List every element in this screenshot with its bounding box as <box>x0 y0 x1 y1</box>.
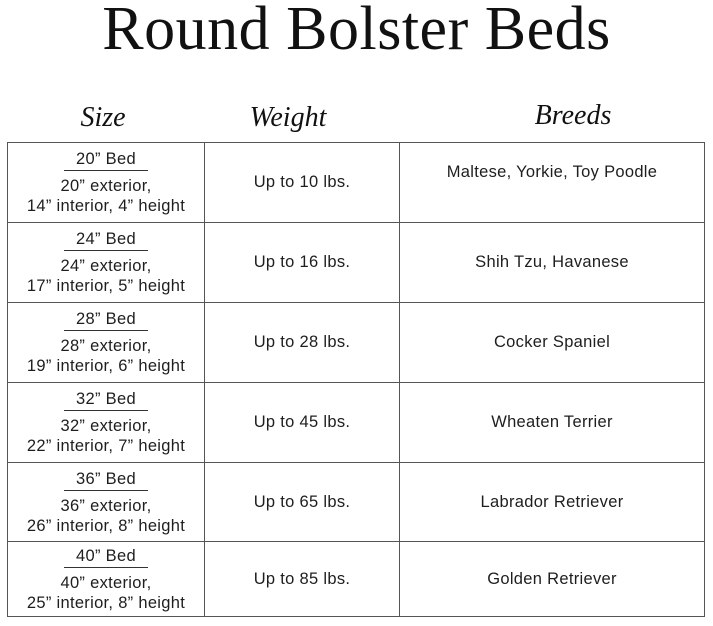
size-cell <box>8 463 205 542</box>
bed-size-label: 28” Bed <box>64 309 148 331</box>
breeds-cell: Labrador Retriever <box>400 463 705 542</box>
size-cell <box>8 223 205 303</box>
breeds-cell: Shih Tzu, Havanese <box>400 223 705 303</box>
bed-exterior: 40” exterior, <box>60 573 152 592</box>
bed-interior-height: 22” interior, 7” height <box>26 437 186 455</box>
weight-cell: Up to 45 lbs. <box>205 383 400 463</box>
breeds-cell: Maltese, Yorkie, Toy Poodle <box>400 143 705 223</box>
bed-interior-height: 19” interior, 6” height <box>26 357 186 375</box>
table-row <box>8 223 705 303</box>
bed-size-label: 40” Bed <box>64 546 148 568</box>
size-cell <box>8 542 205 617</box>
breeds-cell: Wheaten Terrier <box>400 383 705 463</box>
breeds-cell: Cocker Spaniel <box>400 303 705 383</box>
table-row <box>8 383 705 463</box>
column-header-breeds: Breeds <box>534 100 612 131</box>
bed-interior-height: 26” interior, 8” height <box>26 516 186 535</box>
bed-size-label: 36” Bed <box>64 469 148 491</box>
bed-exterior: 36” exterior, <box>60 496 152 515</box>
bed-size-label: 24” Bed <box>64 229 148 251</box>
bed-size-label: 32” Bed <box>64 389 148 411</box>
size-cell <box>8 303 205 383</box>
weight-cell: Up to 10 lbs. <box>205 143 400 223</box>
table-row <box>8 303 705 383</box>
weight-cell: Up to 16 lbs. <box>205 223 400 303</box>
bed-exterior: 20” exterior, <box>60 177 152 195</box>
size-chart-table <box>7 142 705 617</box>
bed-interior-height: 14” interior, 4” height <box>26 197 186 215</box>
bed-interior-height: 17” interior, 5” height <box>26 277 186 295</box>
bed-exterior: 28” exterior, <box>60 337 152 355</box>
table-row <box>8 463 705 542</box>
bed-exterior: 32” exterior, <box>60 417 152 435</box>
bed-interior-height: 25” interior, 8” height <box>26 593 186 612</box>
column-header-weight: Weight <box>249 102 327 133</box>
weight-cell: Up to 65 lbs. <box>205 463 400 542</box>
weight-cell: Up to 28 lbs. <box>205 303 400 383</box>
size-cell <box>8 383 205 463</box>
bed-size-label: 20” Bed <box>64 149 148 171</box>
column-header-size: Size <box>80 102 126 133</box>
breeds-cell: Golden Retriever <box>400 542 705 617</box>
table-row <box>8 542 705 617</box>
weight-cell: Up to 85 lbs. <box>205 542 400 617</box>
bed-exterior: 24” exterior, <box>60 257 152 275</box>
size-cell <box>8 143 205 223</box>
table-row <box>8 143 705 223</box>
page-title: Round Bolster Beds <box>102 0 611 63</box>
